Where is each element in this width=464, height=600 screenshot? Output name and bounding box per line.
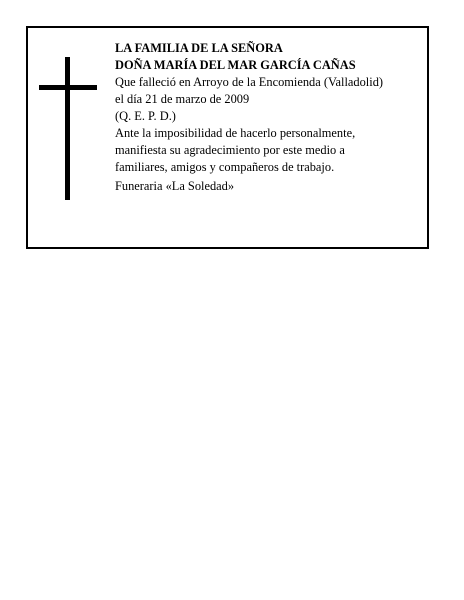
notice-text <box>115 40 421 195</box>
cross-vertical-bar <box>65 57 70 200</box>
message-line-2: manifiesta su agradecimiento por este medio a <box>115 143 345 157</box>
death-place: Que falleció en Arroyo de la Encomienda (Valladolid) <box>115 75 384 89</box>
heading-line-2: DOÑA MARÍA DEL MAR GARCÍA CAÑAS <box>115 58 356 72</box>
heading-line-1: LA FAMILIA DE LA SEÑORA <box>115 41 283 55</box>
obituary-notice <box>26 26 429 249</box>
funeral-home: Funeraria «La Soledad» <box>115 179 235 193</box>
death-date: el día 21 de marzo de 2009 <box>115 92 250 106</box>
rip-abbreviation: (Q. E. P. D.) <box>115 109 176 123</box>
message-line-3: familiares, amigos y compañeros de trabajo. <box>115 160 335 174</box>
cross-horizontal-bar <box>39 85 97 90</box>
message-line-1: Ante la imposibilidad de hacerlo personalmente, <box>115 126 356 140</box>
